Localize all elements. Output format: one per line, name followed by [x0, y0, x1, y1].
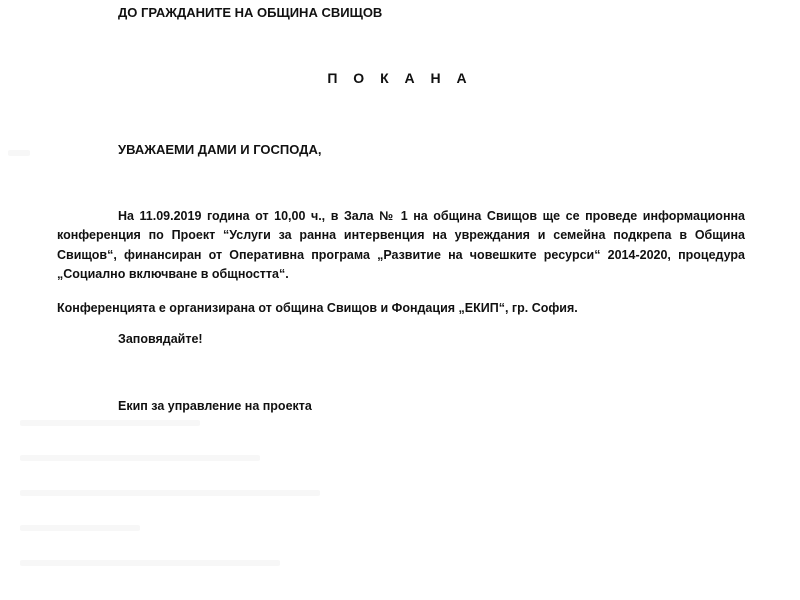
- bleed-through-mark: [8, 150, 30, 156]
- invitation-body-paragraph: На 11.09.2019 година от 10,00 ч., в Зала № 1 на община Свищов ще се проведе информационна конференция по Проект “Услуги за ранна интервенция на увреждания и семейна подкрепа в Община Свищов“, финансиран от Оперативна програма „Развитие на човешките ресурси“ 2014-2020, процедура „Социално включване в общността“.: [57, 209, 745, 281]
- bleed-through-mark: [20, 420, 200, 426]
- salutation: УВАЖАЕМИ ДАМИ И ГОСПОДА,: [118, 142, 322, 157]
- organizer-line: Конференцията е организирана от община Свищов и Фондация „ЕКИП“, гр. София.: [57, 301, 578, 315]
- bleed-through-mark: [20, 455, 260, 461]
- bleed-through-mark: [20, 490, 320, 496]
- bleed-through-mark: [20, 560, 280, 566]
- document-title: П О К А Н А: [327, 70, 473, 86]
- bleed-through-mark: [20, 525, 140, 531]
- closing-line: Заповядайте!: [118, 332, 203, 346]
- addressee-heading: ДО ГРАЖДАНИТЕ НА ОБЩИНА СВИЩОВ: [118, 5, 383, 20]
- signature-line: Екип за управление на проекта: [118, 399, 312, 413]
